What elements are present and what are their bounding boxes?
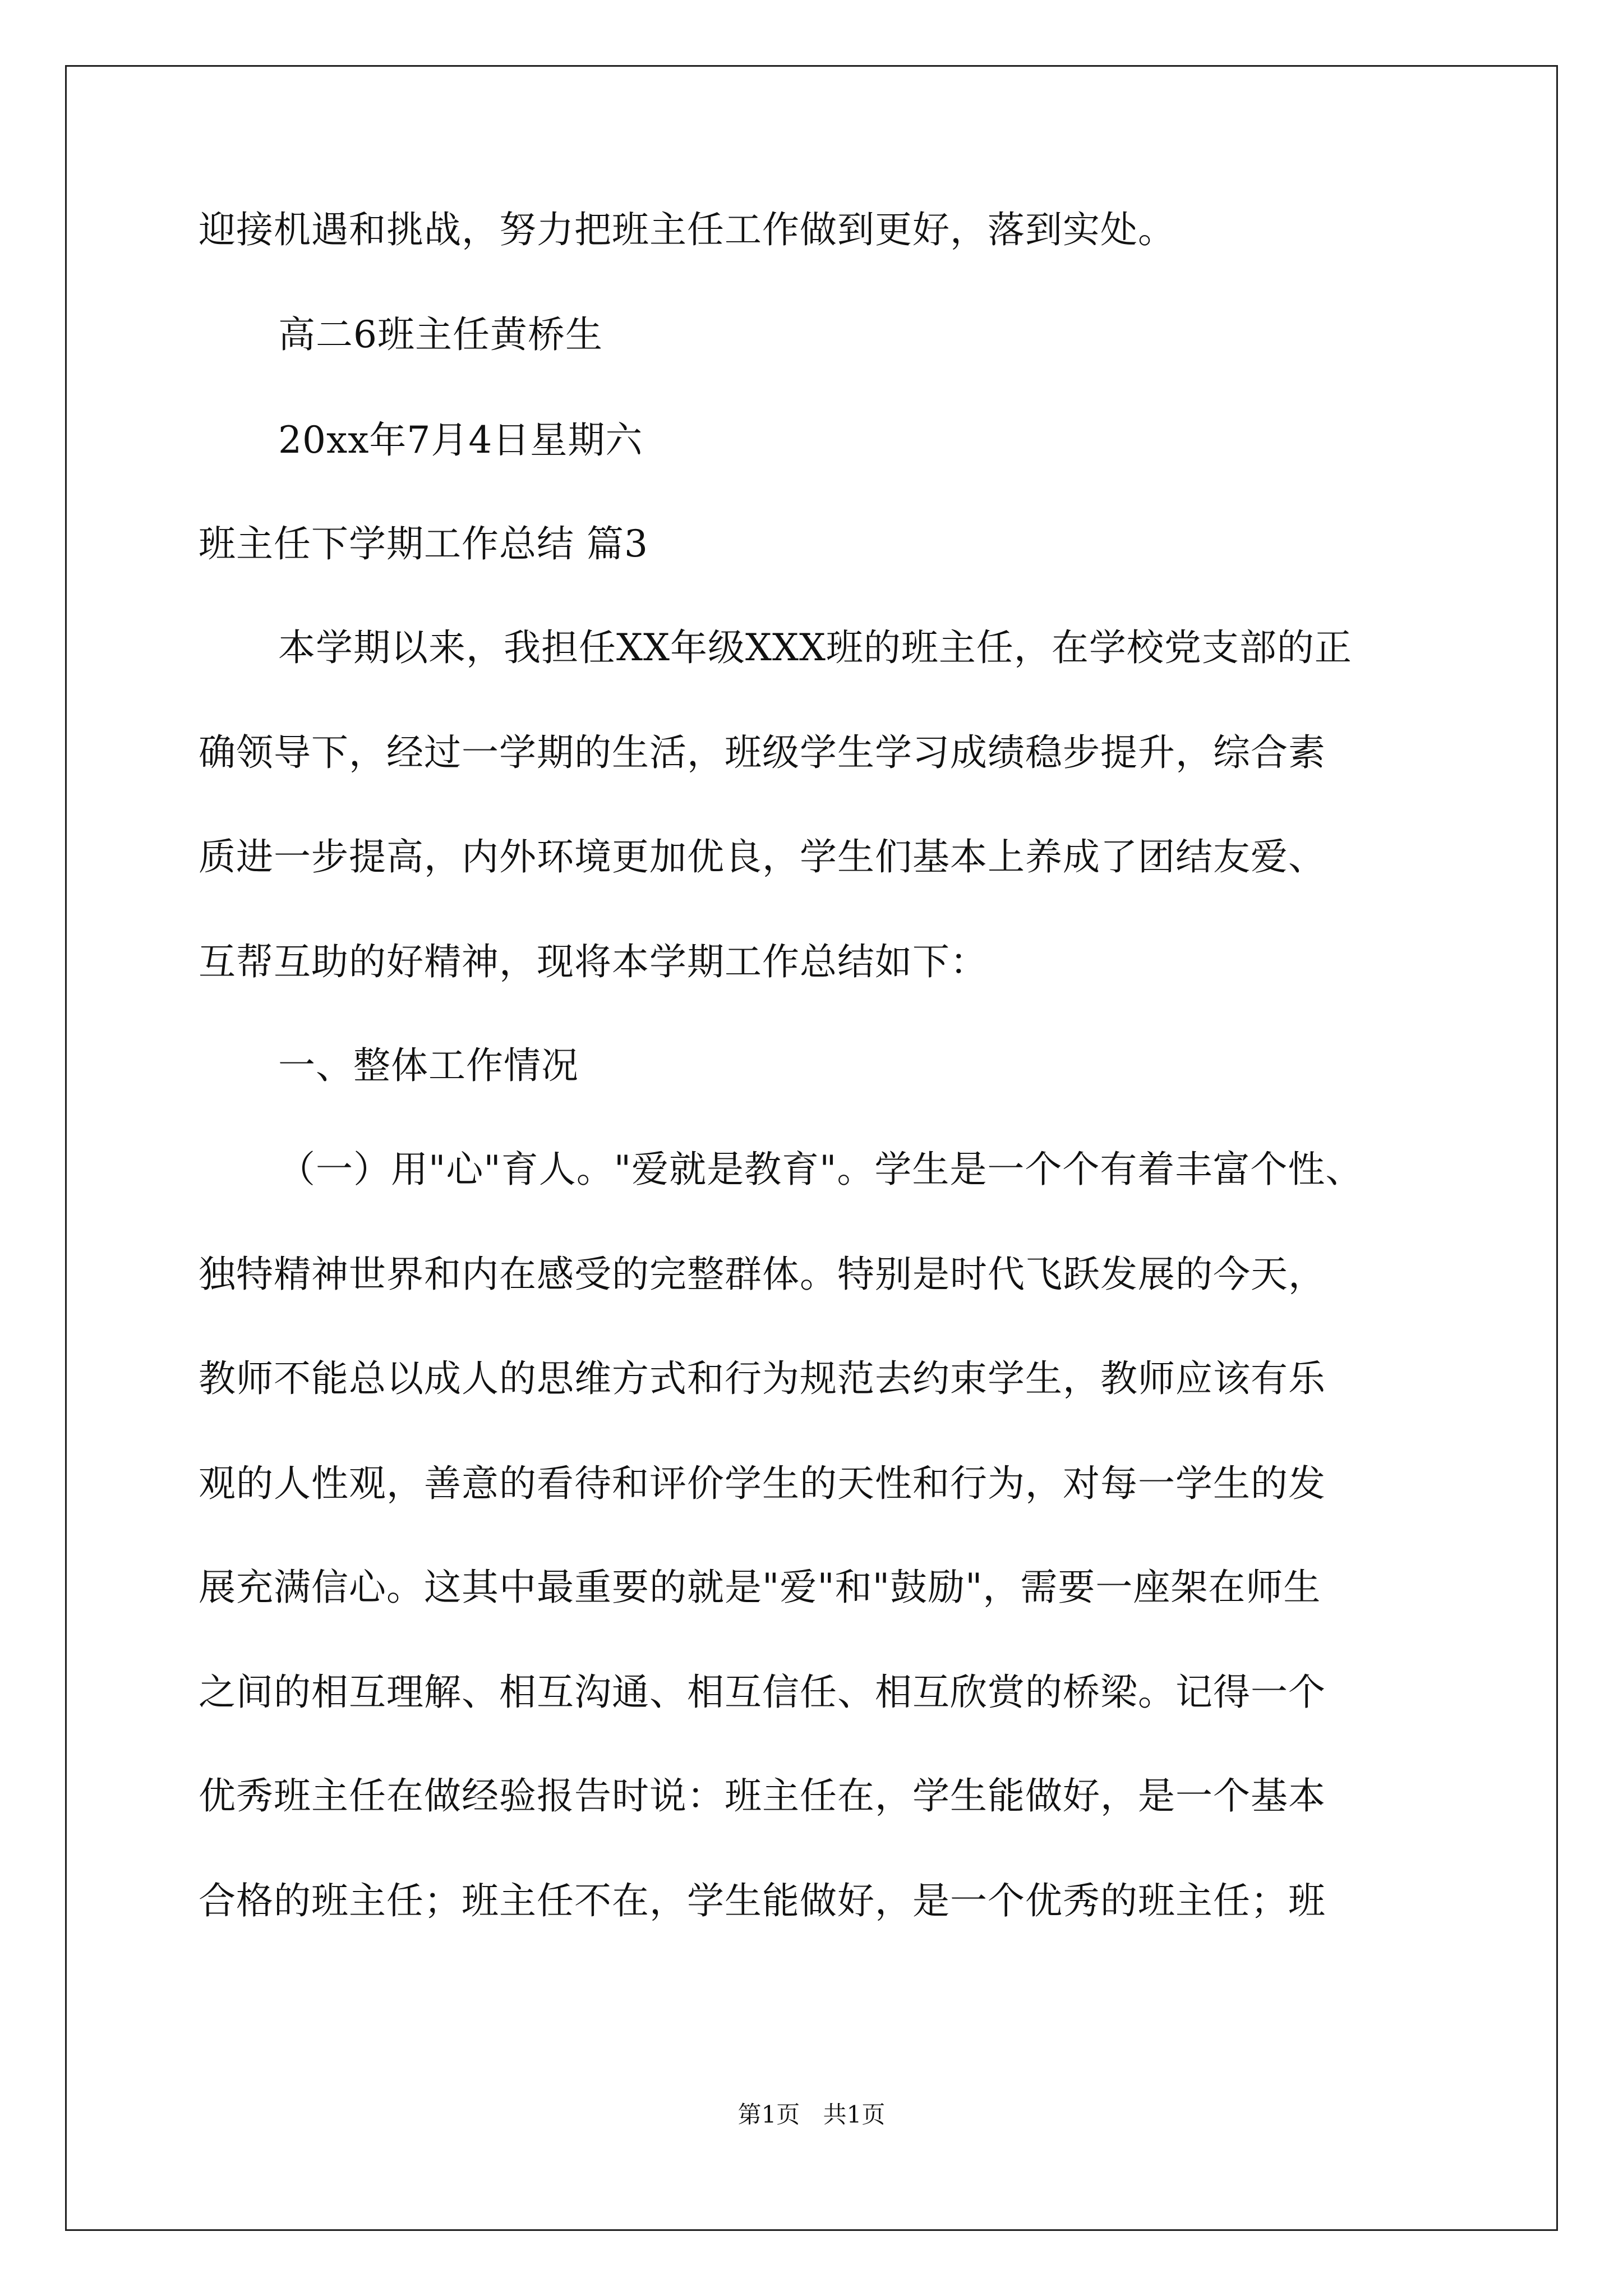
page-total: 共1页 [823,2101,886,2128]
body-line: 质进一步提高，内外环境更加优良，学生们基本上养成了团结友爱、 [199,835,1326,878]
body-line: 之间的相互理解、相互沟通、相互信任、相互欣赏的桥梁。记得一个 [199,1671,1326,1714]
body-line: 观的人性观，善意的看待和评价学生的天性和行为，对每一学生的发 [199,1462,1326,1505]
body-line: 优秀班主任在做经验报告时说：班主任在，学生能做好，是一个基本 [199,1774,1326,1818]
page-footer [0,2101,1623,2129]
section-heading: 班主任下学期工作总结 篇3 [199,522,648,565]
body-line: 确领导下，经过一学期的生活，班级学生学习成绩稳步提升，综合素 [199,731,1326,774]
body-line: 本学期以来，我担任XX年级XXX班的班主任，在学校党支部的正 [278,626,1352,669]
subsection-heading: 一、整体工作情况 [278,1044,579,1087]
body-line: 教师不能总以成人的思维方式和行为规范去约束学生，教师应该有乐 [199,1357,1326,1400]
date-line: 20xx年7月4日星期六 [278,418,643,462]
body-line: 独特精神世界和内在感受的完整群体。特别是时代飞跃发展的今天， [199,1253,1326,1296]
body-line: 互帮互助的好精神，现将本学期工作总结如下： [199,940,988,983]
body-line: 迎接机遇和挑战，努力把班主任工作做到更好，落到实处。 [199,208,1175,251]
signature-line: 高二6班主任黄桥生 [278,313,603,356]
body-line: （一）用"心"育人。"爱就是教育"。学生是一个个有着丰富个性、 [278,1148,1363,1191]
page-number: 第1页 [737,2101,800,2128]
body-line: 展充满信心。这其中最重要的就是"爱"和"鼓励"，需要一座架在师生 [199,1566,1321,1609]
body-line: 合格的班主任；班主任不在，学生能做好，是一个优秀的班主任；班 [199,1879,1326,1922]
